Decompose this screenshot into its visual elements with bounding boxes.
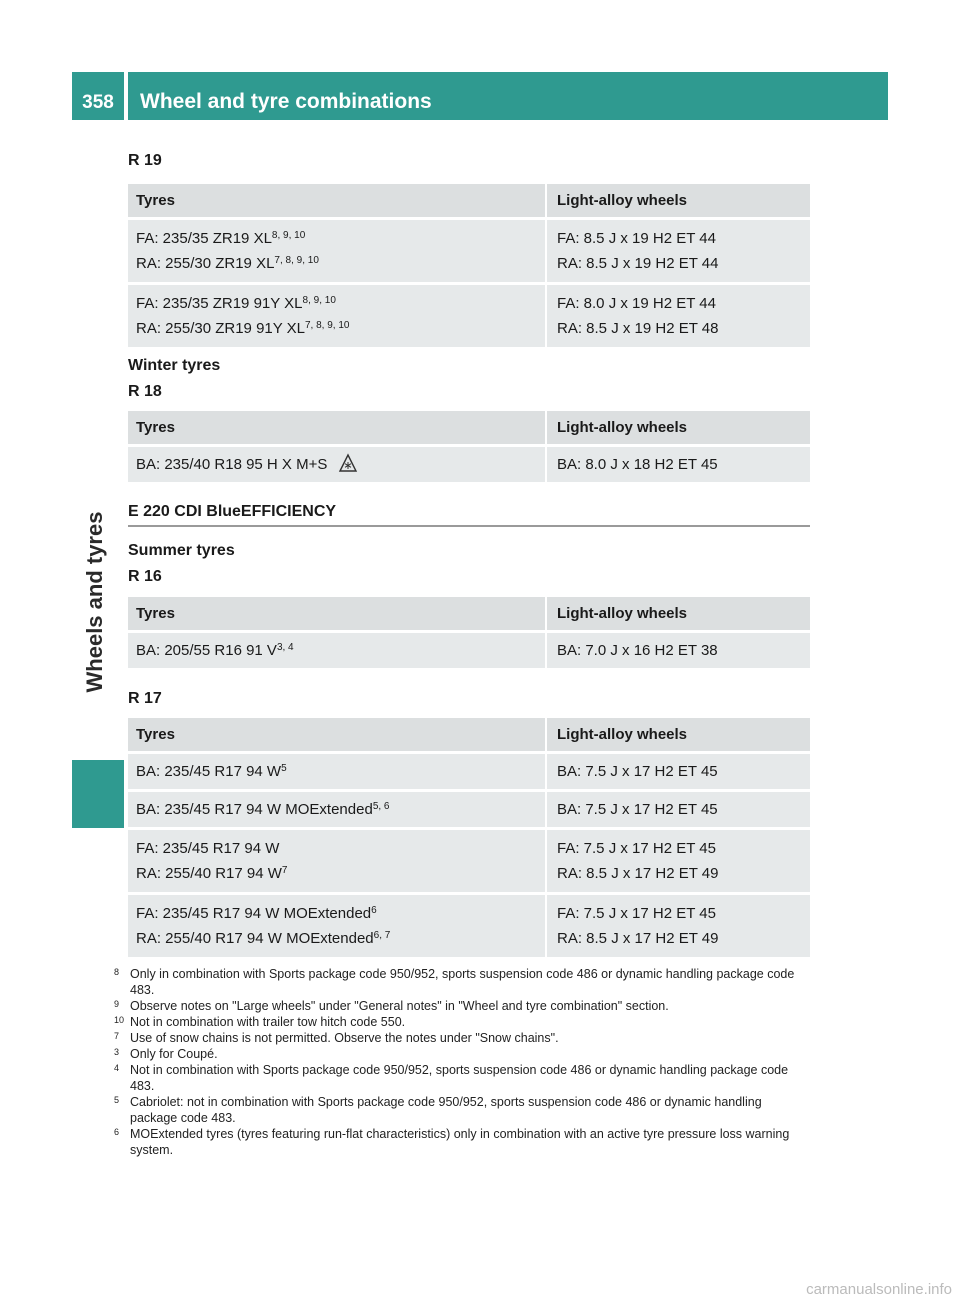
snowflake-mountain-icon xyxy=(338,453,358,473)
r19-label: R 19 xyxy=(128,152,162,169)
tyres-header: Tyres xyxy=(128,718,547,754)
tyres-header: Tyres xyxy=(128,411,547,447)
r16-table xyxy=(128,597,810,671)
tyre-cell: BA: 235/40 R18 95 H X M+S xyxy=(128,447,547,485)
tyres-header: Tyres xyxy=(128,184,547,220)
wheel-cell: FA: 7.5 J x 17 H2 ET 45 RA: 8.5 J x 17 H2 ET 49 xyxy=(547,830,810,895)
table-row xyxy=(128,447,810,485)
r18-table xyxy=(128,411,810,485)
wheel-cell: BA: 7.5 J x 17 H2 ET 45 xyxy=(547,754,810,792)
table-header-row xyxy=(128,597,810,633)
tyre-cell: FA: 235/35 ZR19 XL$^{8, 9, 10}$ RA: 255/30 ZR19 XL$^{7, 8, 9, 10}$ xyxy=(128,220,547,285)
wheel-cell: FA: 7.5 J x 17 H2 ET 45 RA: 8.5 J x 17 H2 ET 49 xyxy=(547,895,810,960)
model-heading: E 220 CDI BlueEFFICIENCY xyxy=(128,503,810,527)
wheels-header: Light-alloy wheels xyxy=(547,597,810,633)
table-header-row xyxy=(128,411,810,447)
tyre-cell: FA: 235/35 ZR19 91Y XL$^{8, 9, 10}$ RA: 255/30 ZR19 91Y XL$^{7, 8, 9, 10}$ xyxy=(128,285,547,350)
wheels-header: Light-alloy wheels xyxy=(547,411,810,447)
footnote: 8 Only in combination with Sports package code 950/952, sports suspension code 486 or dynamic handling package code 483. xyxy=(114,967,795,997)
r17-label: R 17 xyxy=(128,690,162,707)
watermark: carmanualsonline.info xyxy=(806,1281,952,1298)
side-tab-marker xyxy=(72,760,124,828)
tyre-cell: FA: 235/45 R17 94 W RA: 255/40 R17 94 $W^7$ xyxy=(128,830,547,895)
footnote: 5 Cabriolet: not in combination with Sports package code 950/952, sports suspension code 486 or dynamic handling package code 483. xyxy=(114,1095,762,1125)
table-row xyxy=(128,754,810,792)
footnote: 3 Only for Coupé. xyxy=(114,1047,218,1061)
wheels-header: Light-alloy wheels xyxy=(547,184,810,220)
wheel-cell: BA: 7.5 J x 17 H2 ET 45 xyxy=(547,792,810,830)
wheel-cell: FA: 8.0 J x 19 H2 ET 44 RA: 8.5 J x 19 H2 ET 48 xyxy=(547,285,810,350)
wheels-header: Light-alloy wheels xyxy=(547,718,810,754)
table-row xyxy=(128,830,810,895)
r17-table xyxy=(128,718,810,960)
table-row xyxy=(128,285,810,350)
side-tab-label: Wheels and tyres xyxy=(82,511,107,693)
table-row xyxy=(128,220,810,285)
page-title: Wheel and tyre combinations xyxy=(128,72,888,120)
table-row xyxy=(128,895,810,960)
winter-tyres-heading: Winter tyres xyxy=(128,357,221,374)
wheel-cell: BA: 7.0 J x 16 H2 ET 38 xyxy=(547,633,810,671)
tyre-cell: BA: 235/45 R17 94 W MOExtended$^{5, 6}$ xyxy=(128,792,547,830)
page-number: 358 xyxy=(72,72,124,120)
table-header-row xyxy=(128,718,810,754)
table-row xyxy=(128,792,810,830)
footnotes xyxy=(114,966,812,1158)
tyre-cell: BA: 235/45 R17 94 $W^5$ xyxy=(128,754,547,792)
footnote: 6 MOExtended tyres (tyres featuring run-flat characteristics) only in combination with an active tyre pressure loss warning system. xyxy=(114,1127,790,1157)
table-row xyxy=(128,633,810,671)
wheel-cell: BA: 8.0 J x 18 H2 ET 45 xyxy=(547,447,810,485)
table-header-row xyxy=(128,184,810,220)
footnote: 7 Use of snow chains is not permitted. Observe the notes under "Snow chains". xyxy=(114,1031,559,1045)
wheel-cell: FA: 8.5 J x 19 H2 ET 44 RA: 8.5 J x 19 H2 ET 44 xyxy=(547,220,810,285)
tyre-cell: BA: 205/55 R16 91 V$^{3, 4}$ xyxy=(128,633,547,671)
summer-tyres-heading: Summer tyres xyxy=(128,542,235,559)
r18-label: R 18 xyxy=(128,383,162,400)
r16-label: R 16 xyxy=(128,568,162,585)
footnote: 10 Not in combination with trailer tow hitch code 550. xyxy=(114,1015,406,1029)
footnote: 9 Observe notes on "Large wheels" under "General notes" in "Wheel and tyre combination" section. xyxy=(114,999,669,1013)
tyre-cell: FA: 235/45 R17 94 W MOExtended$^6$ RA: 255/40 R17 94 W MOExtended$^{6, 7}$ xyxy=(128,895,547,960)
r19-table xyxy=(128,184,810,350)
footnote: 4 Not in combination with Sports package code 950/952, sports suspension code 486 or dynamic handling package code 483. xyxy=(114,1063,789,1093)
tyres-header: Tyres xyxy=(128,597,547,633)
